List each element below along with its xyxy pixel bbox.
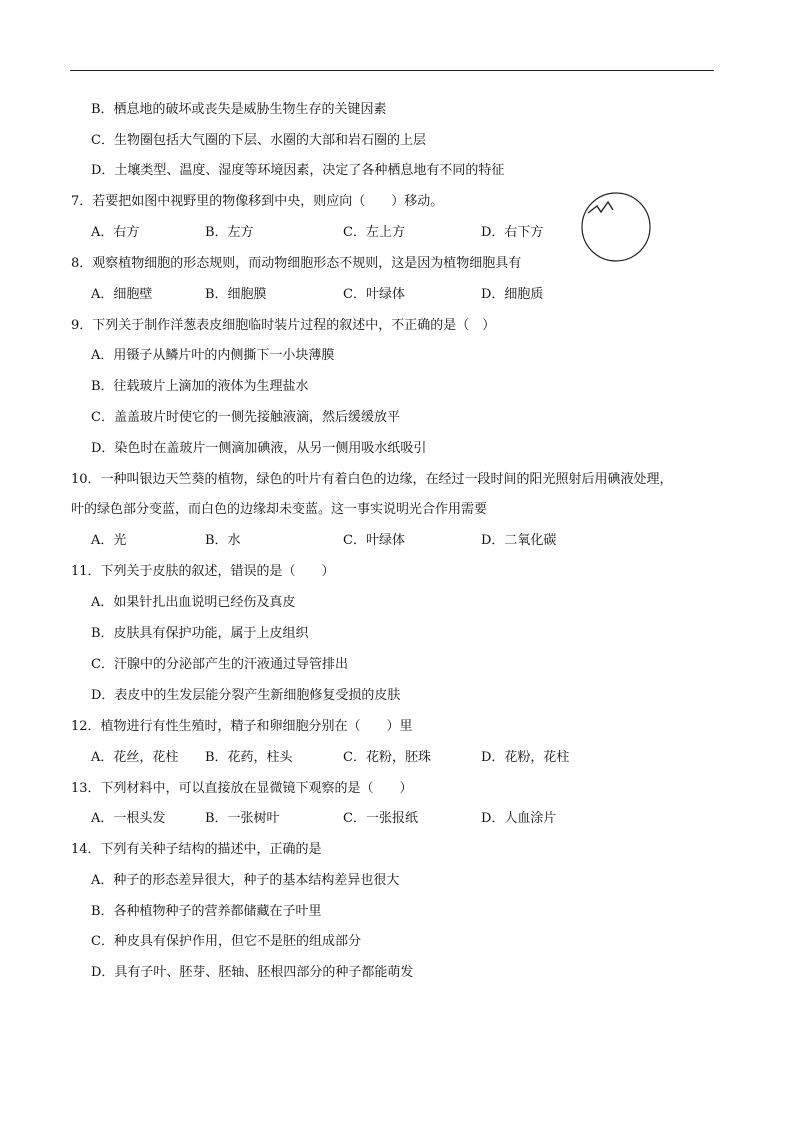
option-a: A．右方 bbox=[91, 225, 140, 240]
option-a: A．一根头发 bbox=[91, 811, 166, 826]
question-11-option-d: D．表皮中的生发层能分裂产生新细胞修复受损的皮肤 bbox=[91, 688, 401, 703]
question-14-stem: 14．下列有关种子结构的描述中，正确的是 bbox=[71, 842, 322, 857]
option-a: A．细胞壁 bbox=[91, 287, 153, 302]
option-d: D．细胞质 bbox=[481, 287, 544, 302]
header-rule bbox=[70, 70, 714, 71]
field-of-view-circle bbox=[582, 193, 650, 261]
question-13-stem: 13．下列材料中，可以直接放在显微镜下观察的是（ ） bbox=[71, 781, 413, 796]
option-b: B．一张树叶 bbox=[205, 811, 280, 826]
question-9-option-d: D．染色时在盖玻片一侧滴加碘液，从另一侧用吸水纸吸引 bbox=[91, 441, 427, 456]
question-14-option-b: B．各种植物种子的营养都储藏在子叶里 bbox=[91, 904, 322, 919]
option-d: D．人血涂片 bbox=[481, 811, 557, 826]
option-b: B．水 bbox=[205, 533, 241, 548]
option-b: B．细胞膜 bbox=[205, 287, 267, 302]
prev-option-b: B．栖息地的破坏或丧失是威胁生物生存的关键因素 bbox=[91, 102, 387, 117]
question-14-option-a: A．种子的形态差异很大，种子的基本结构差异也很大 bbox=[91, 873, 400, 888]
question-10-stem: 10．一种叫银边天竺葵的植物，绿色的叶片有着白色的边缘，在经过一段时间的阳光照射后用碘液处理， bbox=[71, 472, 673, 487]
question-11-stem: 11．下列关于皮肤的叙述，错误的是（ ） bbox=[71, 564, 335, 579]
question-9-option-b: B．往载玻片上滴加的液体为生理盐水 bbox=[91, 379, 309, 394]
prev-option-d: D．土壤类型、温度、湿度等环境因素，决定了各种栖息地有不同的特征 bbox=[91, 163, 505, 178]
prev-option-c: C．生物圈包括大气圈的下层、水圈的大部和岩石圈的上层 bbox=[91, 133, 426, 148]
question-8-stem: 8．观察植物细胞的形态规则，而动物细胞形态不规则，这是因为植物细胞具有 bbox=[71, 256, 522, 271]
question-11-option-b: B．皮肤具有保护功能，属于上皮组织 bbox=[91, 626, 309, 641]
microscope-view-figure bbox=[580, 190, 656, 266]
question-11-option-a: A．如果针扎出血说明已经伤及真皮 bbox=[91, 595, 296, 610]
option-c: C．叶绿体 bbox=[343, 533, 405, 548]
question-10-stem-continued: 叶的绿色部分变蓝，而白色的边缘却未变蓝。这一事实说明光合作用需要 bbox=[71, 502, 488, 517]
option-b: B．花药，柱头 bbox=[205, 750, 293, 765]
option-d: D．右下方 bbox=[481, 225, 544, 240]
question-9-option-c: C．盖盖玻片时使它的一侧先接触液滴，然后缓缓放平 bbox=[91, 410, 400, 425]
question-9-option-a: A．用镊子从鳞片叶的内侧撕下一小块薄膜 bbox=[91, 348, 335, 363]
option-a: A．光 bbox=[91, 533, 127, 548]
option-c: C．左上方 bbox=[343, 225, 405, 240]
option-d: D．花粉，花柱 bbox=[481, 750, 570, 765]
question-7-stem: 7．若要把如图中视野里的物像移到中央，则应向（ ）移动。 bbox=[71, 194, 444, 209]
option-d: D．二氧化碳 bbox=[481, 533, 557, 548]
question-12-stem: 12．植物进行有性生殖时，精子和卵细胞分别在（ ）里 bbox=[71, 719, 413, 734]
question-9-stem: 9．下列关于制作洋葱表皮细胞临时装片过程的叙述中，不正确的是（ ） bbox=[71, 318, 496, 333]
option-a: A．花丝，花柱 bbox=[91, 750, 179, 765]
question-14-option-c: C．种皮具有保护作用，但它不是胚的组成部分 bbox=[91, 934, 361, 949]
option-c: C．一张报纸 bbox=[343, 811, 418, 826]
option-c: C．叶绿体 bbox=[343, 287, 405, 302]
question-14-option-d: D．具有子叶、胚芽、胚轴、胚根四部分的种子都能萌发 bbox=[91, 965, 414, 980]
option-b: B．左方 bbox=[205, 225, 254, 240]
option-c: C．花粉，胚珠 bbox=[343, 750, 431, 765]
question-11-option-c: C．汗腺中的分泌部产生的汗液通过导管排出 bbox=[91, 657, 348, 672]
